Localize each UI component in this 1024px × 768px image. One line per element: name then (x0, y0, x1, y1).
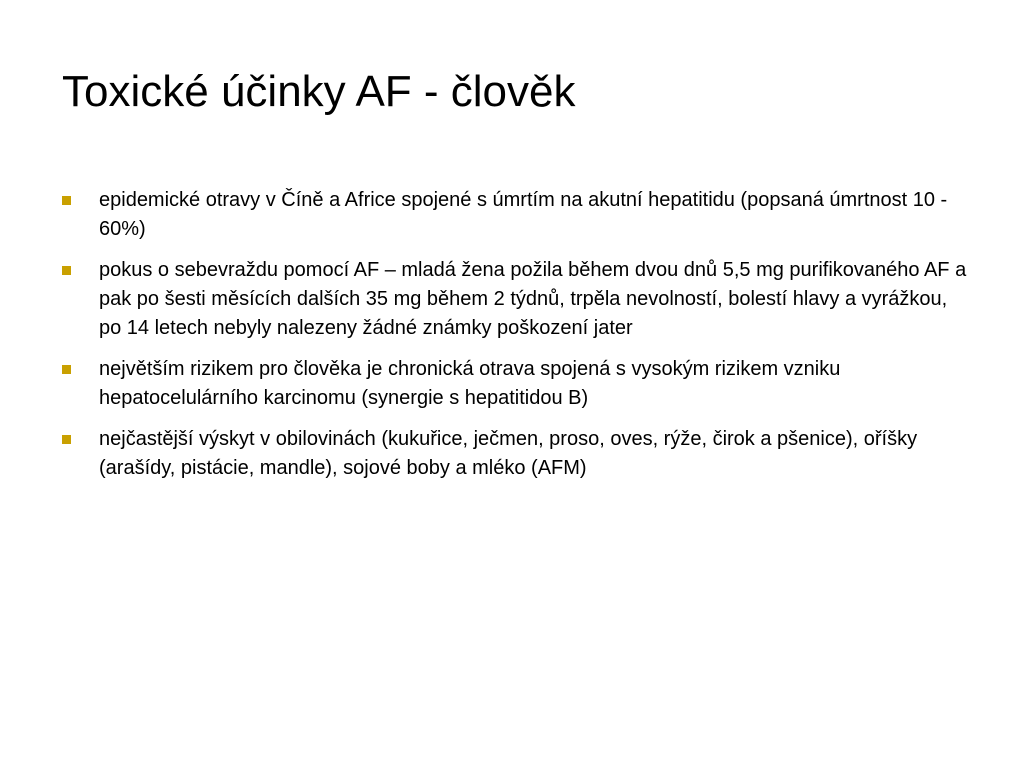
bullet-item (62, 186, 972, 244)
square-bullet-icon (62, 266, 71, 275)
bullet-item (62, 256, 972, 343)
bullet-text: epidemické otravy v Číně a Africe spojené s úmrtím na akutní hepatitidu (popsaná úmrtnost 10 - 60%) (99, 189, 948, 240)
bullet-text: největším rizikem pro člověka je chronická otrava spojená s vysokým rizikem vzniku hepatocelulárního karcinomu (synergie s hepatitidou B) (99, 358, 841, 409)
bullet-list (62, 186, 972, 495)
bullet-item (62, 355, 972, 413)
bullet-text: nejčastější výskyt v obilovinách (kukuřice, ječmen, proso, oves, rýže, čirok a pšenice), oříšky (arašídy, pistácie, mandle), sojové boby a mléko (AFM) (99, 428, 918, 479)
bullet-item (62, 425, 972, 483)
square-bullet-icon (62, 435, 71, 444)
square-bullet-icon (62, 365, 71, 374)
slide-title: Toxické účinky AF - člověk (62, 67, 576, 116)
bullet-text: pokus o sebevraždu pomocí AF – mladá žena požila během dvou dnů 5,5 mg purifikovaného AF a pak po šesti měsících dalších 35 mg během 2 týdnů, trpěla nevolností, bolestí hlavy a vyrážkou, po 14 letech nebyly nalezeny žádné známky poškození jater (99, 259, 967, 339)
square-bullet-icon (62, 196, 71, 205)
